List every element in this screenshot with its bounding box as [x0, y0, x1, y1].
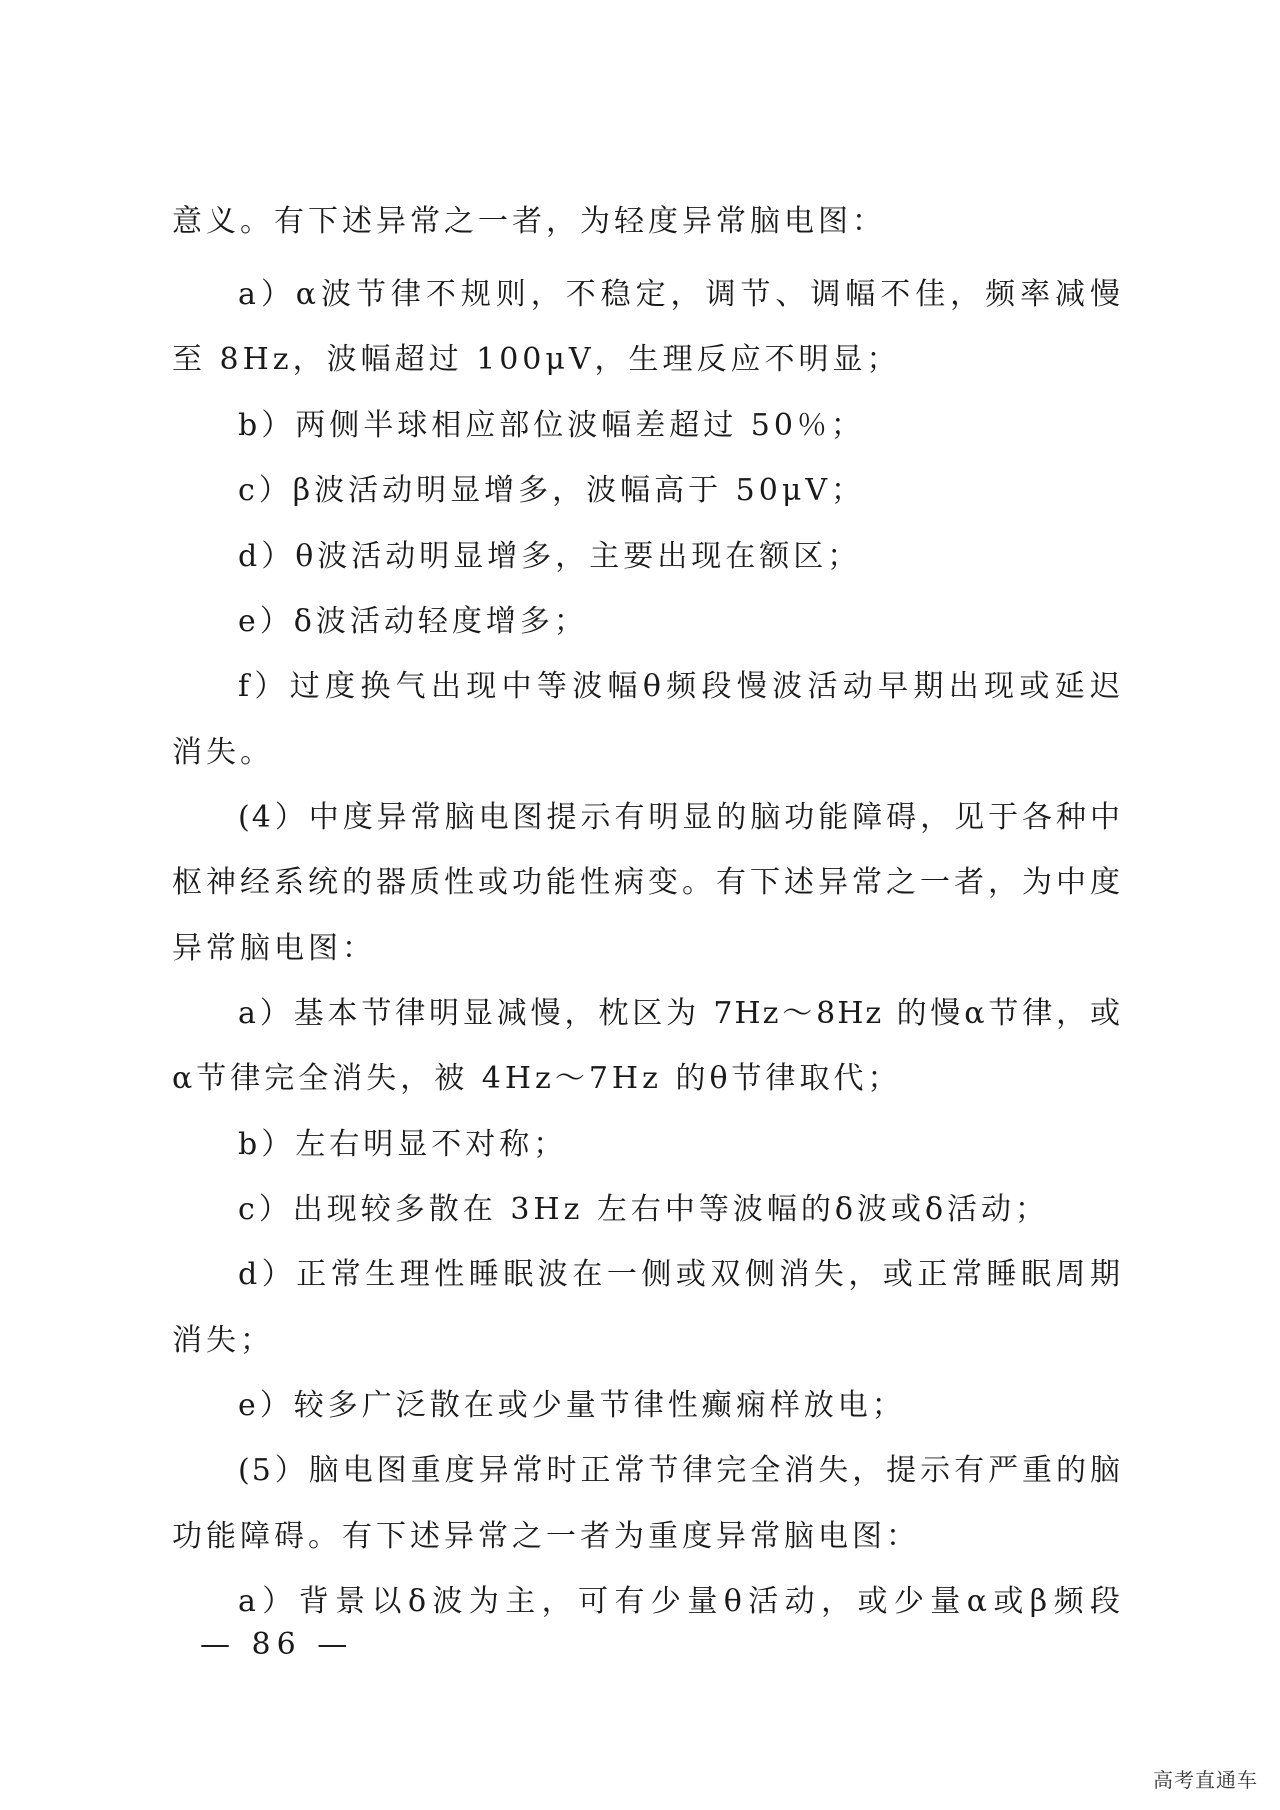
text-line-3: 至 8Hz，波幅超过 100μV，生理反应不明显； — [172, 342, 901, 377]
text-line-10: (4）中度异常脑电图提示有明显的脑功能障碍，见于各种中 — [238, 800, 1122, 835]
text-line-19: e）较多广泛散在或少量节律性癫痫样放电； — [238, 1388, 906, 1423]
text-line-15: b）左右明显不对称； — [238, 1127, 568, 1162]
text-line-7: e）δ波活动轻度增多； — [238, 604, 588, 639]
page-number: — 86 — — [200, 1627, 354, 1662]
text-line-20: (5）脑电图重度异常时正常节律完全消失，提示有严重的脑 — [238, 1453, 1122, 1488]
text-line-9: 消失。 — [172, 735, 274, 770]
text-line-13: a）基本节律明显减慢，枕区为 7Hz～8Hz 的慢α节律，或 — [238, 996, 1122, 1031]
text-line-8: f）过度换气出现中等波幅θ频段慢波活动早期出现或延迟 — [238, 669, 1122, 704]
text-line-21: 功能障碍。有下述异常之一者为重度异常脑电图： — [172, 1519, 920, 1554]
text-line-17: d）正常生理性睡眠波在一侧或双侧消失，或正常睡眠周期 — [238, 1257, 1122, 1292]
text-line-12: 异常脑电图： — [172, 931, 376, 966]
text-line-1: 意义。有下述异常之一者，为轻度异常脑电图： — [172, 204, 886, 239]
text-line-5: c）β波活动明显增多，波幅高于 50μV； — [238, 473, 866, 508]
text-line-14: α节律完全消失，被 4Hz～7Hz 的θ节律取代； — [172, 1061, 902, 1096]
text-line-11: 枢神经系统的器质性或功能性病变。有下述异常之一者，为中度 — [172, 865, 1122, 900]
text-line-4: b）两侧半球相应部位波幅差超过 50％； — [238, 408, 865, 443]
text-line-2: a）α波节律不规则，不稳定，调节、调幅不佳，频率减慢 — [238, 277, 1122, 312]
text-line-22: a）背景以δ波为主，可有少量θ活动，或少量α或β频段 — [238, 1584, 1122, 1619]
text-line-16: c）出现较多散在 3Hz 左右中等波幅的δ波或δ活动； — [238, 1192, 1050, 1227]
text-line-18: 消失； — [172, 1323, 274, 1358]
text-line-6: d）θ波活动明显增多，主要出现在额区； — [238, 539, 862, 574]
watermark-label: 高考直通车 — [1153, 1768, 1258, 1792]
